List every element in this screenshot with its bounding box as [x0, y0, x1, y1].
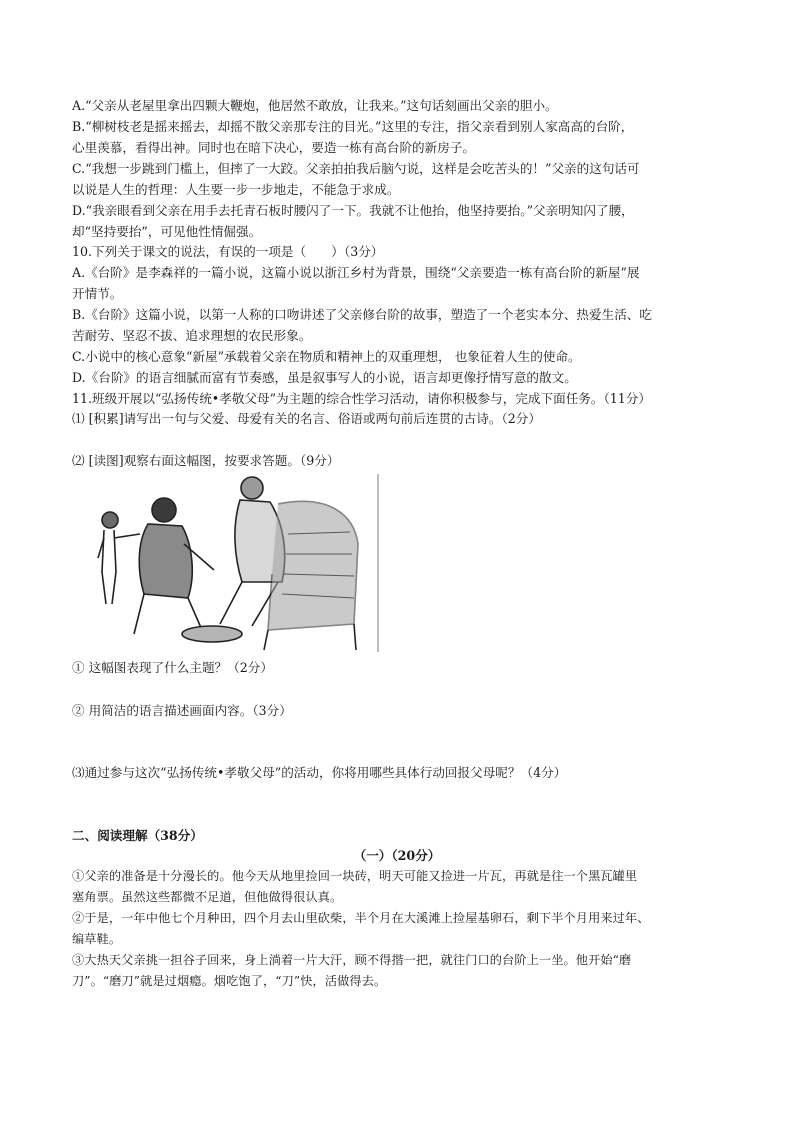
- filial-piety-illustration: [92, 474, 382, 652]
- q11-part1: ⑴ [积累]请写出一句与父爱、母爱有关的名言、俗语或两句前后连贯的古诗。（2分）: [72, 411, 541, 426]
- q11-part3: ⑶通过参与这次“弘扬传统•孝敬父母”的活动，你将用哪些具体行动回报父母呢？（4分）: [72, 765, 567, 780]
- section2-title: 二、阅读理解（38分）: [72, 828, 203, 843]
- passage-para3-line2: 刀”。“磨刀”就是过烟瘾。烟吃饱了，“刀”快，活做得去。: [72, 974, 387, 988]
- q10-option-d: D.《台阶》的语言细腻而富有节奏感，虽是叙事写人的小说，语言却更像抒情写意的散文。: [72, 370, 577, 385]
- q10-option-a-line1: A.《台阶》是李森祥的一篇小说，这篇小说以浙江乡村为背景，围绕“父亲要造一栋有高台阶的新屋”展: [72, 265, 640, 280]
- passage-para2-line1: ②于是，一年中他七个月种田，四个月去山里砍柴，半个月在大溪滩上捡屋基卵石，剩下半个月用来过年、: [72, 911, 650, 925]
- q9-option-d-line2: 却“坚持要抬”，可见他性情倔强。: [72, 224, 262, 239]
- q10-option-c: C.小说中的核心意象“新屋”承载着父亲在物质和精神上的双重理想， 也象征着人生的使命。: [72, 349, 581, 364]
- passage-para2-line2: 编草鞋。: [72, 932, 122, 946]
- reading1-subtitle: （一）（20分）: [353, 848, 441, 863]
- q11-stem: 11.班级开展以“弘扬传统•孝敬父母”为主题的综合性学习活动，请你积极参与，完成下面任务。（11分）: [72, 391, 651, 406]
- passage-para3-line1: ③大热天父亲挑一担谷子回来，身上淌着一片大汗，顾不得揩一把，就往门口的台阶上一坐。他开始“磨: [72, 953, 632, 967]
- q10-option-b-line1: B.《台阶》这篇小说，以第一人称的口吻讲述了父亲修台阶的故事，塑造了一个老实本分、热爱生活、吃: [72, 307, 652, 322]
- q9-option-b-line1: B.“柳树枝老是摇来摇去，却摇不散父亲那专注的目光。”这里的专注，指父亲看到别人家高高的台阶，: [72, 119, 634, 134]
- q9-option-b-line2: 心里羡慕，看得出神。同时也在暗下决心，要造一栋有高台阶的新房子。: [72, 140, 475, 155]
- q11-sub1: ① 这幅图表现了什么主题？（2分）: [72, 660, 273, 675]
- q9-option-d-line1: D.“我亲眼看到父亲在用手去托青石板时腰闪了一下。我就不让他抬，他坚持要抬。”父亲明知闪了腰，: [72, 203, 634, 218]
- q10-option-b-line2: 苦耐劳、坚忍不拔、追求理想的农民形象。: [72, 328, 312, 343]
- q9-option-a: A.“父亲从老屋里拿出四颗大鞭炮，他居然不敢放，让我来。”这句话刻画出父亲的胆小。: [72, 98, 558, 113]
- passage-para1-line2: 塞角票。虽然这些都微不足道，但他做得很认真。: [72, 890, 343, 904]
- q11-sub2: ② 用简洁的语言描述画面内容。（3分）: [72, 703, 292, 718]
- q11-part2: ⑵ [读图]观察右面这幅图，按要求答题。（9分）: [72, 453, 340, 468]
- q9-option-c-line1: C.“我想一步跳到门槛上，但摔了一大跤。父亲拍拍我后脑勺说，这样是会吃苦头的！”父亲的这句话可: [72, 161, 640, 176]
- q10-stem: 10.下列关于课文的说法，有误的一项是（ ）（3分）: [72, 244, 384, 259]
- q9-option-c-line2: 以说是人生的哲理：人生要一步一步地走，不能急于求成。: [72, 182, 400, 197]
- q10-option-a-line2: 开情节。: [72, 286, 123, 301]
- passage-para1-line1: ①父亲的准备是十分漫长的。他今天从地里捡回一块砖，明天可能又捡进一片瓦，再就是往一个黑瓦罐里: [72, 869, 638, 883]
